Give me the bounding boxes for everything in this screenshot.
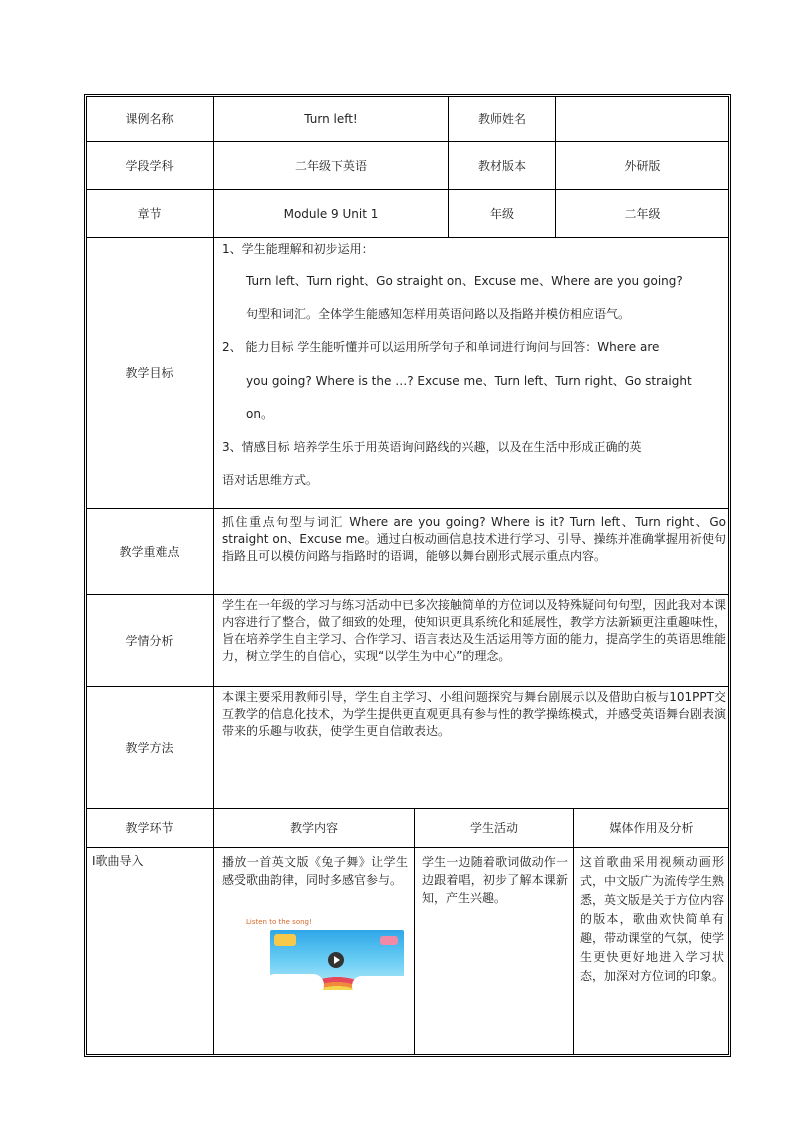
process-header-stage: 教学环节	[125, 821, 174, 835]
process-student-activity: 学生一边随着歌词做动作一边跟着唱，初步了解本课新知，产生兴趣。	[422, 855, 568, 905]
stage-subject-value: 二年级下英语	[294, 158, 367, 173]
stage-subject-label: 学段学科	[125, 158, 174, 173]
cloud-shape	[270, 974, 324, 990]
goal-line: on。	[246, 407, 273, 421]
teacher-name-label: 教师姓名	[477, 111, 526, 126]
grade-value: 二年级	[624, 206, 661, 221]
process-stage: Ⅰ歌曲导入	[92, 854, 144, 868]
goal-line: 1、学生能理解和初步运用：	[222, 242, 374, 256]
key-points-label: 教学重难点	[119, 544, 180, 559]
teaching-method-label: 教学方法	[125, 740, 174, 755]
textbook-value: 外研版	[624, 158, 661, 173]
process-header-media: 媒体作用及分析	[609, 821, 694, 835]
goal-line: 3、情感目标 培养学生乐于用英语询问路线的兴趣，以及在生活中形成正确的英	[222, 440, 642, 454]
teaching-goals-label: 教学目标	[125, 366, 174, 380]
chapter-value: Module 9 Unit 1	[283, 206, 379, 221]
goal-line: Turn left、Turn right、Go straight on、Excuse me、Where are you going?	[246, 274, 683, 288]
thumbnail-caption: Listen to the song!	[246, 918, 312, 926]
play-icon[interactable]	[328, 952, 344, 968]
goal-line: 2、 能力目标 学生能听懂并可以运用所学句子和单词进行询问与回答：Where are	[222, 340, 660, 354]
lesson-name-value: Turn left!	[304, 111, 358, 126]
goal-line: 句型和词汇。全体学生能感知怎样用英语问路以及指路并模仿相应语气。	[246, 307, 631, 321]
decoration-badge	[380, 936, 398, 945]
grade-label: 年级	[489, 206, 514, 221]
teaching-method-text: 本课主要采用教师引导，学生自主学习、小组问题探究与舞台剧展示以及借助白板与101PPT交互教学的信息化技术，为学生提供更直观更具有参与性的教学操练模式，并感受英语舞台剧表演带来的乐趣与收获，使学生更自信敢表达。	[222, 690, 727, 738]
process-header-activity: 学生活动	[469, 821, 518, 835]
logo-badge	[274, 934, 296, 946]
lesson-name-label: 课例名称	[125, 111, 174, 126]
learner-analysis-text: 学生在一年级的学习与练习活动中已多次接触简单的方位词以及特殊疑问句句型，因此我对本课内容进行了整合，做了细致的处理，使知识更具系统化和延展性，教学方法新颖更注重趣味性，旨在培养学生自主学习、合作学习、语言表达及生活运用等方面的能力，提高学生的英语思维能力，树立学生的自信心，实现“以学生为中心”的理念。	[222, 598, 727, 663]
song-video-thumbnail[interactable]	[244, 918, 404, 992]
process-content: 播放一首英文版《兔子舞》让学生感受歌曲韵律，同时多感官参与。	[222, 855, 408, 887]
goal-line: you going? Where is the …? Excuse me、Turn left、Turn right、Go straight	[246, 374, 692, 388]
teacher-name-value	[556, 96, 729, 141]
textbook-label: 教材版本	[477, 158, 526, 173]
learner-analysis-label: 学情分析	[125, 633, 174, 648]
key-points-text: 抓住重点句型与词汇 Where are you going? Where is it? Turn left、Turn right、Go straight on、Excuse me。通过白板动画信息技术进行学习、引导、操练并准确掌握用祈使句指路且可以模仿问路与指路时的语调，能够以舞台剧形式展示重点内容。	[222, 515, 726, 563]
cloud-shape	[352, 976, 404, 990]
column-divider	[213, 96, 214, 1055]
process-header-content: 教学内容	[289, 821, 338, 835]
cartoon-scene-image	[270, 930, 404, 990]
process-media-analysis: 这首歌曲采用视频动画形式，中文版广为流传学生熟悉，英文版是关于方位内容的版本，歌曲欢快简单有趣，带动课堂的气氛，使学生更快更好地进入学习状态，加深对方位词的印象。	[580, 855, 725, 983]
row-divider	[86, 847, 729, 848]
goal-line: 语对话思维方式。	[222, 473, 319, 487]
chapter-label: 章节	[137, 206, 162, 221]
